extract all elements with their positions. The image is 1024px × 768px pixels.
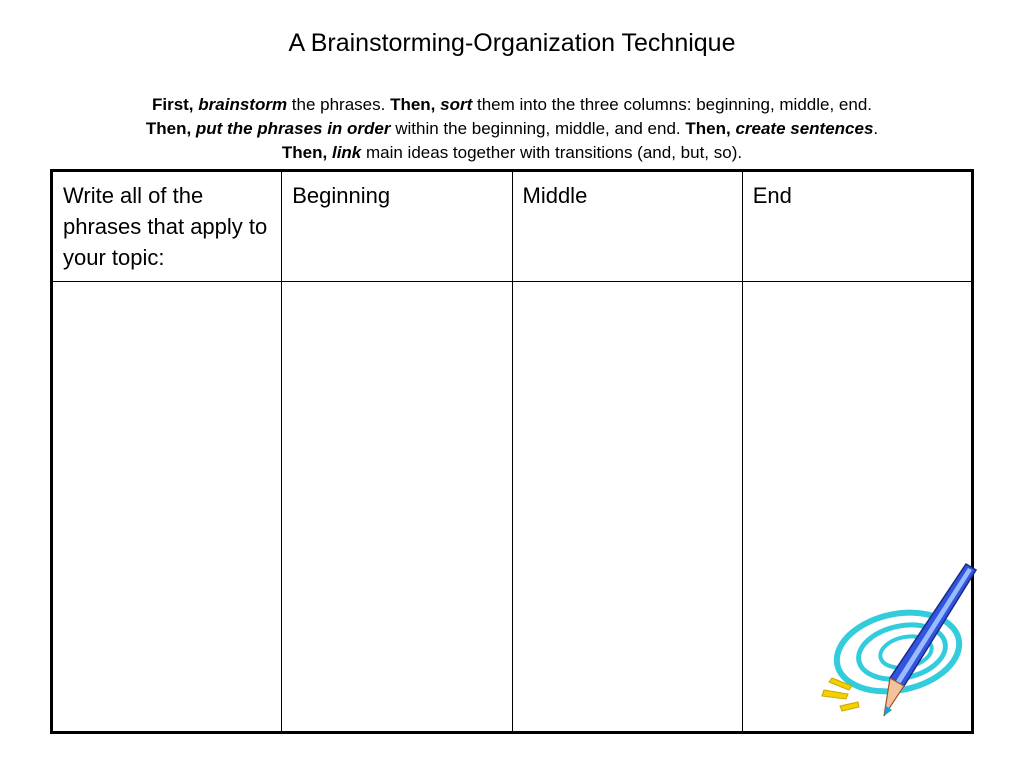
table-header-row xyxy=(52,171,973,282)
keyword-first: First, xyxy=(151,95,199,114)
instruction-line-2 xyxy=(40,117,984,141)
instruction-text: them into the three columns: beginning, middle, end. xyxy=(472,95,873,114)
instruction-text: main ideas together with transitions (and, but, so). xyxy=(361,143,743,162)
phrases-cell[interactable] xyxy=(52,282,282,733)
keyword-create-sentences: create sentences xyxy=(735,119,874,138)
instruction-text: within the beginning, middle, and end. xyxy=(390,119,686,138)
instruction-line-3 xyxy=(40,141,984,165)
keyword-brainstorm: brainstorm xyxy=(198,95,288,114)
pencil-icon xyxy=(818,560,978,730)
header-cell-middle: Middle xyxy=(512,171,742,282)
instructions xyxy=(40,93,984,165)
keyword-sort: sort xyxy=(440,95,473,114)
keyword-then: Then, xyxy=(281,143,332,162)
beginning-cell[interactable] xyxy=(282,282,512,733)
instruction-text: . xyxy=(873,119,879,138)
keyword-link: link xyxy=(331,143,362,162)
keyword-then: Then, xyxy=(390,95,441,114)
header-cell-phrases: Write all of the phrases that apply to your topic: xyxy=(52,171,282,282)
keyword-then: Then, xyxy=(685,119,736,138)
header-cell-beginning: Beginning xyxy=(282,171,512,282)
instruction-text: the phrases. xyxy=(287,95,391,114)
middle-cell[interactable] xyxy=(512,282,742,733)
slide-title: A Brainstorming-Organization Technique xyxy=(288,29,736,57)
keyword-then: Then, xyxy=(145,119,196,138)
header-cell-end: End xyxy=(742,171,972,282)
keyword-put-in-order: put the phrases in order xyxy=(195,119,391,138)
instruction-line-1 xyxy=(40,93,984,117)
